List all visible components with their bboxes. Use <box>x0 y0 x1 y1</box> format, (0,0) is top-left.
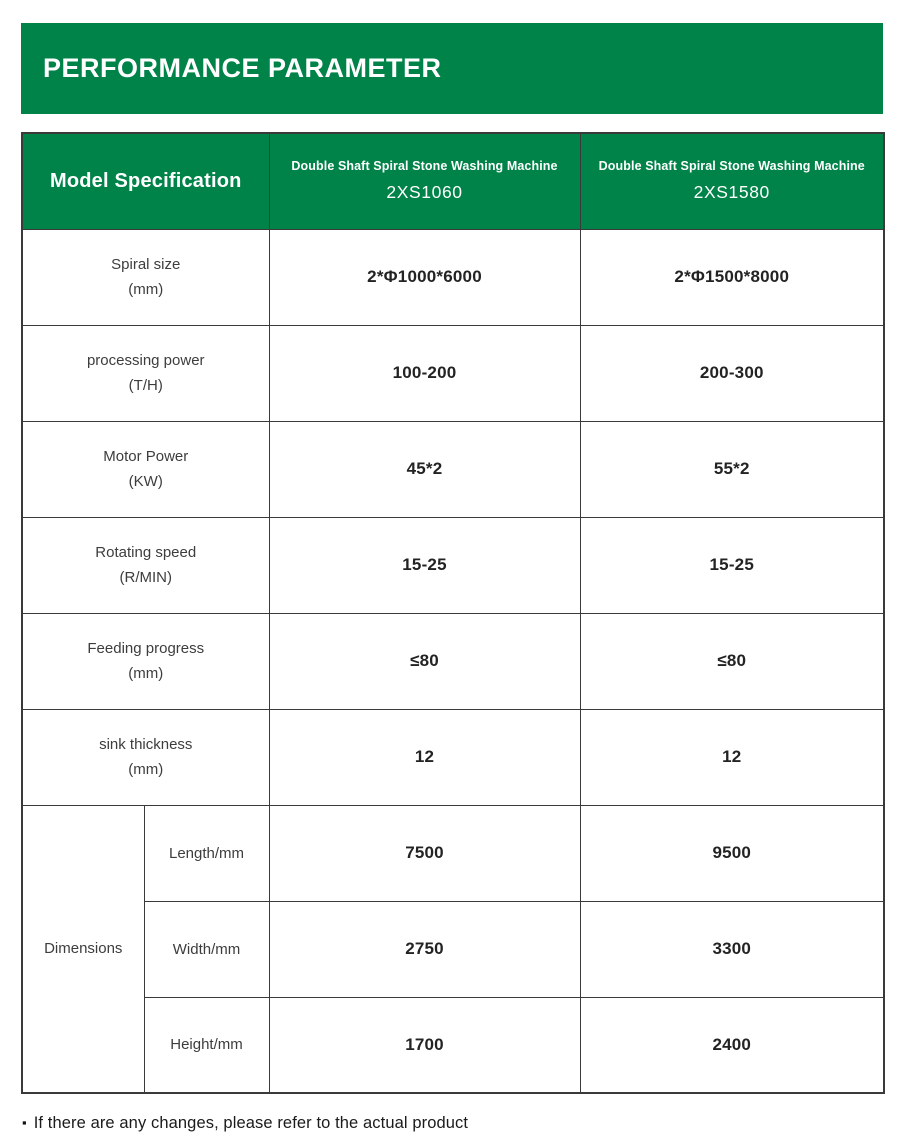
performance-parameter-table <box>21 132 885 1094</box>
dimensions-group-label: Dimensions <box>22 805 144 1093</box>
row-label-cell <box>22 421 269 517</box>
table-header-row <box>22 133 884 229</box>
param-unit: (mm) <box>128 761 164 778</box>
row-label-cell <box>22 709 269 805</box>
value-machine2: 12 <box>580 709 884 805</box>
param-unit: (mm) <box>128 281 164 298</box>
table-row-width <box>22 901 884 997</box>
table-row-spiral-size <box>22 229 884 325</box>
table-row-height <box>22 997 884 1093</box>
table-row-motor-power <box>22 421 884 517</box>
header-machine-2xs1060 <box>269 133 580 229</box>
value-machine2: 200-300 <box>580 325 884 421</box>
footer-note <box>22 1114 468 1133</box>
param-label: Motor Power <box>103 448 189 465</box>
value-machine1: 2*Φ1000*6000 <box>269 229 580 325</box>
page-title: PERFORMANCE PARAMETER <box>43 53 442 83</box>
param-unit: (T/H) <box>128 377 163 394</box>
table-row-feeding-progress <box>22 613 884 709</box>
value-machine1: 15-25 <box>269 517 580 613</box>
value-machine2: ≤80 <box>580 613 884 709</box>
title-banner <box>21 23 883 114</box>
value-machine1: ≤80 <box>269 613 580 709</box>
machine2-name: Double Shaft Spiral Stone Washing Machine <box>598 159 865 174</box>
param-label: sink thickness <box>99 736 193 753</box>
row-label-cell <box>22 517 269 613</box>
value-machine1: 7500 <box>269 805 580 901</box>
dimension-label: Width/mm <box>144 901 269 997</box>
param-unit: (mm) <box>128 665 164 682</box>
machine1-model: 2XS1060 <box>386 182 463 203</box>
param-unit: (KW) <box>128 473 163 490</box>
value-machine1: 1700 <box>269 997 580 1093</box>
value-machine1: 100-200 <box>269 325 580 421</box>
value-machine2: 15-25 <box>580 517 884 613</box>
model-specification-label: Model Specification <box>49 169 242 192</box>
value-machine2: 2400 <box>580 997 884 1093</box>
table-row-rotating-speed <box>22 517 884 613</box>
header-machine-2xs1580 <box>580 133 884 229</box>
dimension-label: Height/mm <box>144 997 269 1093</box>
dimension-label: Length/mm <box>144 805 269 901</box>
square-bullet-icon: ▪ <box>22 1115 27 1130</box>
value-machine2: 3300 <box>580 901 884 997</box>
param-label: Feeding progress <box>87 640 205 657</box>
value-machine2: 9500 <box>580 805 884 901</box>
param-label: Rotating speed <box>95 544 197 561</box>
footer-note-text: If there are any changes, please refer to the actual product <box>33 1114 469 1132</box>
value-machine1: 45*2 <box>269 421 580 517</box>
value-machine2: 2*Φ1500*8000 <box>580 229 884 325</box>
row-label-cell <box>22 229 269 325</box>
table-row-sink-thickness <box>22 709 884 805</box>
machine2-model: 2XS1580 <box>693 182 770 203</box>
table-row-length <box>22 805 884 901</box>
row-label-cell <box>22 325 269 421</box>
row-label-cell <box>22 613 269 709</box>
value-machine1: 12 <box>269 709 580 805</box>
param-unit: (R/MIN) <box>119 569 172 586</box>
value-machine2: 55*2 <box>580 421 884 517</box>
param-label: processing power <box>86 352 205 369</box>
value-machine1: 2750 <box>269 901 580 997</box>
header-model-specification <box>22 133 269 229</box>
param-label: Spiral size <box>111 256 181 273</box>
machine1-name: Double Shaft Spiral Stone Washing Machine <box>291 159 558 174</box>
table-row-processing-power <box>22 325 884 421</box>
